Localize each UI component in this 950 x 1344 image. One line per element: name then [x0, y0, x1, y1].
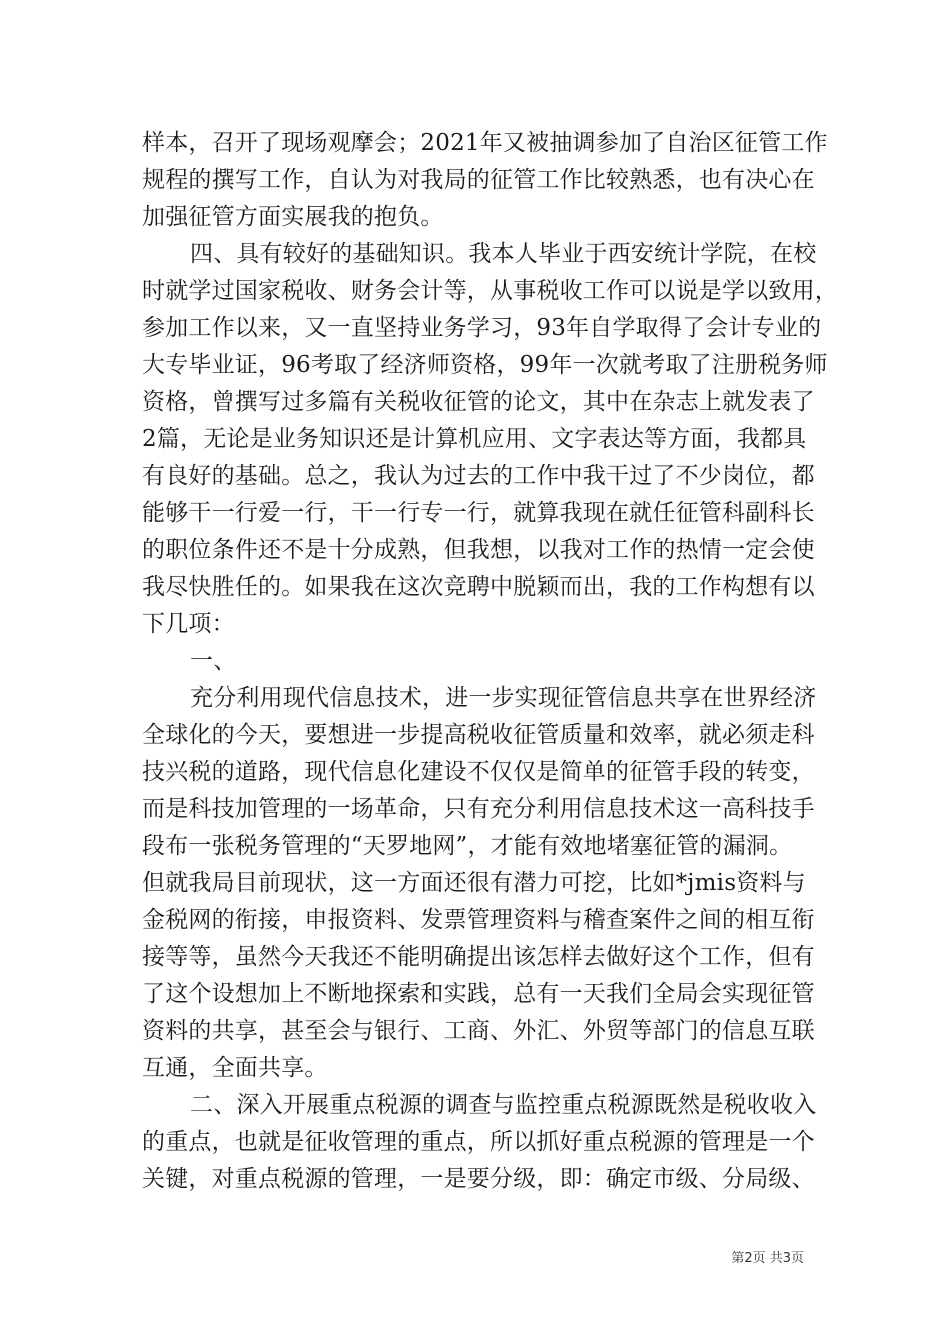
- text-line: 技兴税的道路，现代信息化建设不仅仅是简单的征管手段的转变，: [142, 759, 815, 785]
- text-line: 接等等，虽然今天我还不能明确提出该怎样去做好这个工作，但有: [142, 944, 815, 970]
- text-line: 二、深入开展重点税源的调查与监控重点税源既然是税收收入: [190, 1092, 817, 1118]
- text-line: 样本，召开了现场观摩会；2021年又被抽调参加了自治区征管工作: [142, 130, 828, 156]
- text-line: 而是科技加管理的一场革命，只有充分利用信息技术这一高科技手: [142, 796, 815, 822]
- text-line: 关键，对重点税源的管理，一是要分级，即：确定市级、分局级、: [142, 1166, 815, 1192]
- text-line: 段布一张税务管理的“天罗地网”，才能有效地堵塞征管的漏洞。: [142, 833, 793, 859]
- text-line: 但就我局目前现状，这一方面还很有潜力可挖，比如*jmis资料与: [142, 870, 806, 896]
- text-line: 了这个设想加上不断地探索和实践，总有一天我们全局会实现征管: [142, 981, 815, 1007]
- text-line: 互通，全面共享。: [142, 1055, 328, 1081]
- text-line: 参加工作以来，又一直坚持业务学习，93年自学取得了会计专业的: [142, 315, 822, 341]
- text-line: 的职位条件还不是十分成熟，但我想，以我对工作的热情一定会使: [142, 537, 815, 563]
- text-line: 全球化的今天，要想进一步提高税收征管质量和效率，就必须走科: [142, 722, 815, 748]
- text-line: 金税网的衔接，申报资料、发票管理资料与稽查案件之间的相互衔: [142, 907, 815, 933]
- text-line: 2篇，无论是业务知识还是计算机应用、文字表达等方面，我都具: [142, 426, 807, 452]
- text-line: 时就学过国家税收、财务会计等，从事税收工作可以说是学以致用，: [142, 278, 838, 304]
- text-line: 我尽快胜任的。如果我在这次竞聘中脱颖而出，我的工作构想有以: [142, 574, 815, 600]
- text-line: 四、具有较好的基础知识。我本人毕业于西安统计学院，在校: [190, 241, 817, 267]
- text-line: 的重点，也就是征收管理的重点，所以抓好重点税源的管理是一个: [142, 1129, 815, 1155]
- text-line: 规程的撰写工作，自认为对我局的征管工作比较熟悉，也有决心在: [142, 167, 815, 193]
- text-line: 下几项：: [142, 611, 235, 637]
- text-line: 能够干一行爱一行，干一行专一行，就算我现在就任征管科副科长: [142, 500, 815, 526]
- text-line: 大专毕业证，96考取了经济师资格，99年一次就考取了注册税务师: [142, 352, 828, 378]
- text-line: 加强征管方面实展我的抱负。: [142, 204, 444, 230]
- text-line: 有良好的基础。总之，我认为过去的工作中我干过了不少岗位，都: [142, 463, 815, 489]
- text-line: 充分利用现代信息技术，进一步实现征管信息共享在世界经济: [190, 685, 817, 711]
- page-number: 第2页 共3页: [731, 1251, 804, 1266]
- section-heading: 一、: [190, 648, 237, 674]
- text-line: 资料的共享，甚至会与银行、工商、外汇、外贸等部门的信息互联: [142, 1018, 815, 1044]
- text-line: 资格，曾撰写过多篇有关税收征管的论文，其中在杂志上就发表了: [142, 389, 815, 415]
